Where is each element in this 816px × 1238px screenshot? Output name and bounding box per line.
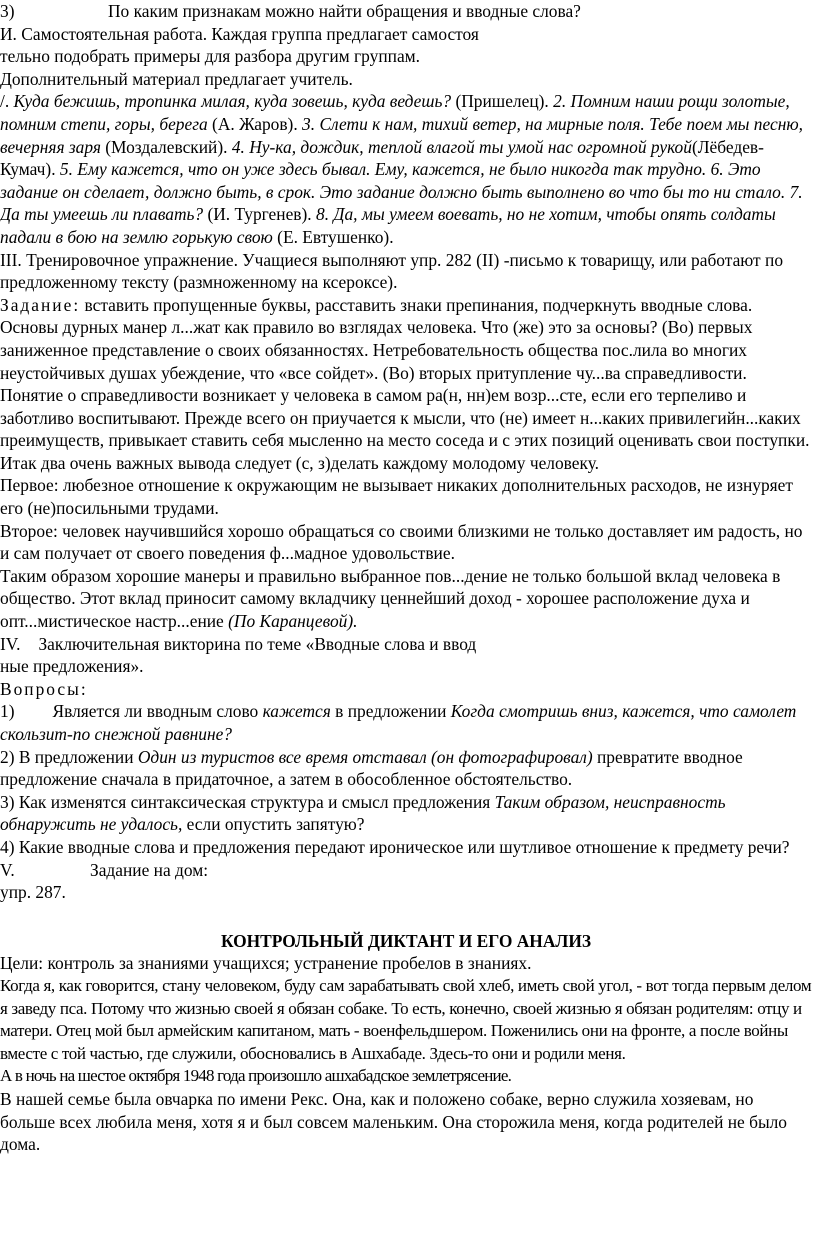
example-source: /. — [0, 91, 14, 112]
questions-label: Вопросы: — [0, 678, 88, 699]
list-number: V. — [0, 859, 15, 880]
exercise-text-paragraph: Первое: любезное отношение к окружающим не вызывает никаких дополнительных расходов, не изнуряет его (не)посильными трудами. — [0, 475, 793, 519]
question-text: В предложении — [14, 746, 138, 767]
paragraph-task — [0, 294, 812, 317]
text-line — [0, 859, 812, 882]
dictation-paragraph: А в ночь на шестое октября 1948 года произошло ашхабадское землетрясение. — [0, 1066, 512, 1086]
question-text: Является ли вводным слово — [52, 701, 263, 722]
question-text: Как изменятся синтаксическая структура и смысл предложения — [14, 791, 495, 812]
list-number: 2) — [0, 746, 15, 767]
paragraph-question-3 — [0, 0, 812, 23]
source-attribution: (По Каранцевой). — [228, 611, 358, 632]
example-sentence-italic: 4. Ну-ка, дождик, теплой влагой ты умой нас огромной рукой — [231, 136, 692, 157]
question-text: Какие вводные слова и предложения передают ироническое или шутливое отношение к предмету речи? — [14, 836, 790, 857]
example-sentence-italic: 2. Помним наши рощи золотые, помним степи, горы, берега — [0, 91, 790, 134]
text-line: И. Самостоятельная работа. Каждая группа предлагает самостоя — [0, 23, 479, 44]
example-source: (Лёбедев-Кумач). — [0, 136, 764, 180]
question-text: если опустить запятую? — [182, 814, 365, 835]
section-heading: КОНТРОЛЬНЫЙ ДИКТАНТ И ЕГО АНАЛИЗ — [220, 930, 592, 951]
paragraph-goals: Цели: контроль за знаниями учащихся; устранение пробелов в знаниях. — [0, 953, 532, 974]
text-line: Заключительная викторина по теме «Вводные слова и ввод — [38, 633, 477, 654]
exercise-text-paragraph — [0, 565, 812, 633]
question-text: в предложении — [330, 701, 451, 722]
paragraph-text: По каким признакам можно найти обращения и вводные слова? — [108, 1, 581, 21]
list-number: IV. — [0, 633, 21, 654]
paragraph-homework — [0, 859, 812, 904]
question-text-italic: Один из туристов все время отставал (он фотографировал) — [137, 746, 593, 767]
exercise-text-paragraph: Второе: человек научившийся хорошо обращаться со своими близкими не только доставляет им радость, но и сам получает от своего поведения ф...мадное удовольствие. — [0, 520, 803, 564]
question-1 — [0, 700, 812, 745]
paragraph-quiz — [0, 633, 812, 678]
task-text: вставить пропущенные буквы, расставить знаки препинания, подчеркнуть вводные слова. — [80, 294, 753, 315]
task-label: Задание: — [0, 294, 81, 315]
question-text-italic: кажется — [262, 701, 331, 722]
paragraph-text: Таким образом хорошие манеры и правильно выбранное пов...дение не только большой вклад человека в общество. Этот вклад приносит самому вкладчику ценнейший доход - хорошее расположение духа и опт...мистическое настр...ение — [0, 565, 781, 632]
example-source: (Моздалевский). — [100, 136, 232, 157]
question-4 — [0, 836, 812, 859]
dictation-paragraph: В нашей семье была овчарка по имени Рекс. Она, как и положено собаке, верно служила хозяевам, но больше всех любила меня, хотя я и был совсем маленьким. Она сторожила меня, когда родителей не было дома. — [0, 1088, 788, 1155]
question-3 — [0, 791, 812, 836]
text-line: упр. 287. — [0, 882, 66, 903]
example-source: (А. Жаров). — [207, 113, 303, 134]
paragraph-examples — [0, 90, 812, 248]
question-text-italic: Таким образом, неисправность обнаружить не удалось, — [0, 791, 726, 835]
list-number: 4) — [0, 836, 15, 857]
exercise-text-paragraph: Основы дурных манер л...жат как правило во взглядах человека. Что (же) это за основы? (Во) первых заниженное представление о своих обязанностях. Нетребовательность общества пос.лила во многих неустойчивых душах убеждение, что «все сойдет». (Во) вторых притупление чу...ва справедливости. Понятие о справедливости возникает у человека в самом ра(н, нн)ем возр...сте, если его терпеливо и заботливо воспитывают. Прежде всего он приучается к мысли, что (не) имеет н...каких привилегийн...каких преимуществ, привыкает ставить себя мысленно на место соседа и с этих позиций оценивать свои поступки. — [0, 317, 810, 451]
example-sentence-italic: 3. Слети к нам, тихий ветер, на мирные поля. Тебе поем мы песню, вечерняя заря — [0, 113, 803, 157]
list-number: 1) — [0, 701, 15, 722]
question-text: превратите вводное предложение сначала в придаточное, а затем в обособленное обстоятельство. — [0, 746, 743, 790]
list-number: 3) — [0, 791, 15, 812]
question-text-italic: Когда смотришь вниз, кажется, что самолет скользит-по снежной равнине? — [0, 701, 797, 744]
text-line — [0, 633, 812, 656]
example-sentence-italic: Куда бежишь, тропинка милая, куда зовешь, куда ведешь? — [13, 91, 452, 112]
example-source: (Пришелец). — [451, 91, 554, 112]
list-number: 3) — [0, 1, 15, 21]
example-sentence-italic: 5. Ему кажется, что он уже здесь бывал. Ему, кажется, не было никогда так трудно. 6. Это задание он сделает, должно быть, в срок. Это задание должно быть выполнено во что бы то ни стало. 7. Да ты умеешь ли плавать? — [0, 159, 803, 225]
example-sentence-italic: 8. Да, мы умеем воевать, но не хотим, чтобы опять солдаты падали в бою на землю горькую свою — [0, 204, 776, 247]
paragraph-independent-work — [0, 23, 812, 91]
example-source: (И. Тургенев). — [203, 204, 316, 225]
dictation-paragraph: Когда я, как говорится, стану человеком, буду сам зарабатывать свой хлеб, иметь свой угол, - вот тогда первым делом я заведу пса. Потому что жизнью своей я обязан собаке. То есть, конечно, своей жизнью я обязан родителям: отцу и матери. Отец мой был армейским капитаном, мать - военфельдшером. Поженились они на фронте, а после войны вместе с той частью, где служили, обосновались в Ашхабаде. Здесь-то они и родили меня. — [0, 975, 812, 1063]
text-line: Дополнительный материал предлагает учитель. — [0, 68, 353, 89]
text-line: ные предложения». — [0, 656, 144, 677]
paragraph-training-exercise: III. Тренировочное упражнение. Учащиеся выполняют упр. 282 (II) -письмо к товарищу, или работают по предложенному тексту (размноженному на ксероксе). — [0, 249, 784, 293]
text-line: тельно подобрать примеры для разбора другим группам. — [0, 46, 421, 67]
example-source: (Е. Евтушенко). — [272, 226, 394, 247]
exercise-text-paragraph: Итак два очень важных вывода следует (с, з)делать каждому молодому человеку. — [0, 452, 600, 473]
question-2 — [0, 746, 812, 791]
homework-label: Задание на дом: — [90, 859, 209, 880]
